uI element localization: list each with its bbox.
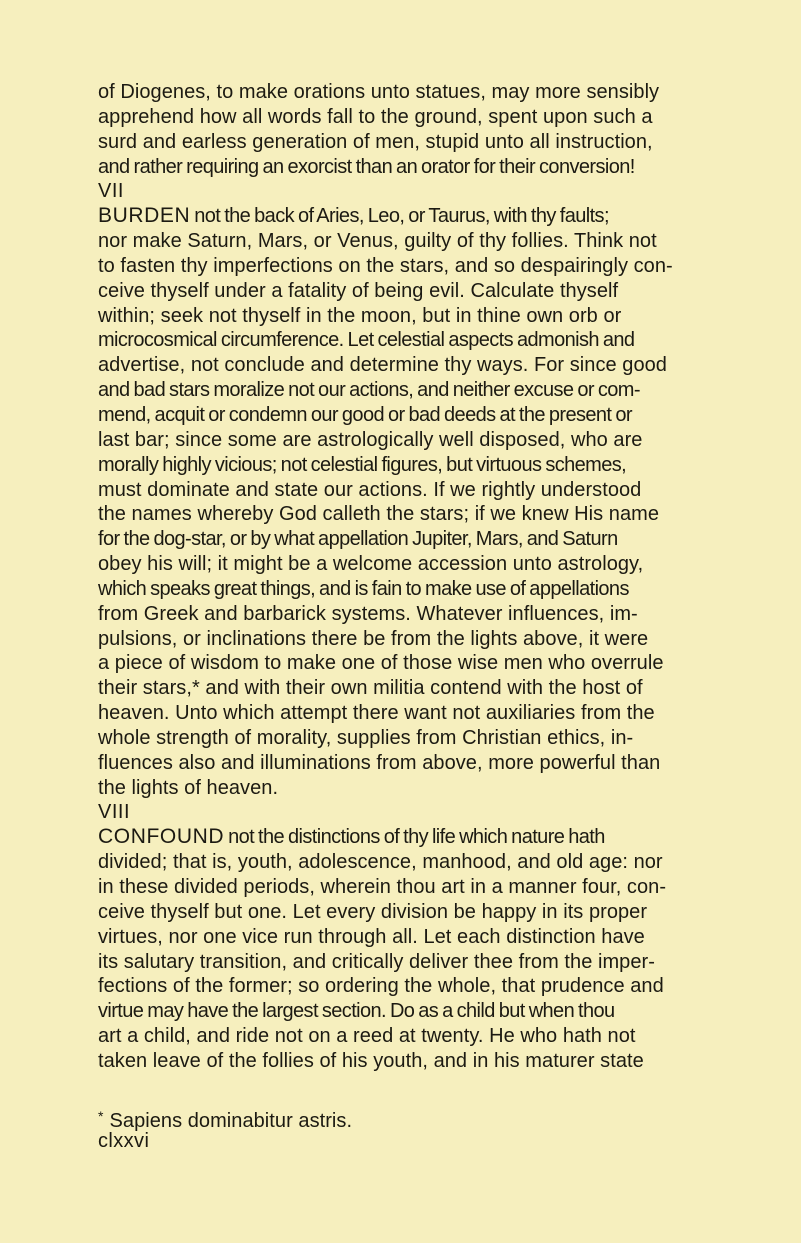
section-first-line (98, 825, 788, 850)
text-line: microcosmical circumference. Let celestial aspects admonish and (98, 329, 635, 352)
text-line: and bad stars moralize not our actions, and neither excuse or com- (98, 379, 640, 402)
text-line: fluences also and illuminations from above, more powerful than (98, 751, 661, 774)
text-line: ceive thyself but one. Let every division be happy in its proper (98, 900, 648, 923)
text-line: heaven. Unto which attempt there want not auxiliaries from the (98, 702, 655, 725)
text-line: its salutary transition, and critically deliver thee from the imper- (98, 950, 655, 973)
page-number: clxxvi (98, 1130, 150, 1152)
footnote-marker: * (98, 1108, 104, 1124)
footnote-text: Sapiens dominabitur astris. (109, 1110, 353, 1132)
section-first-line-rest: not the back of Aries, Leo, or Taurus, with thy faults; (190, 205, 609, 228)
text-line: the lights of heaven. (98, 776, 279, 799)
page-text-block (98, 80, 788, 1074)
footnote-line (98, 1104, 788, 1134)
text-line: nor make Saturn, Mars, or Venus, guilty of thy follies. Think not (98, 230, 657, 253)
footnote (98, 1104, 788, 1134)
section-lead-word: CONFOUND (98, 825, 225, 849)
text-line: to fasten thy imperfections on the stars, and so despairingly con- (98, 254, 673, 277)
text-line: the names whereby God calleth the stars; if we knew His name (98, 503, 660, 526)
text-line: within; seek not thyself in the moon, but in thine own orb or (98, 304, 622, 327)
section-numeral-viii: VIII (98, 801, 131, 824)
text-line: a piece of wisdom to make one of those wise men who overrule (98, 652, 664, 675)
text-line: apprehend how all words fall to the ground, spent upon such a (98, 105, 653, 128)
text-line: mend, acquit or condemn our good or bad deeds at the present or (98, 403, 632, 426)
text-line: surd and earless generation of men, stupid unto all instruction, (98, 130, 653, 153)
text-line: virtues, nor one vice run through all. Let each distinction have (98, 925, 645, 948)
text-line: must dominate and state our actions. If we rightly understood (98, 478, 642, 501)
section-first-line-rest: not the distinctions of thy life which nature hath (224, 826, 605, 849)
text-line: which speaks great things, and is fain to make use of appellations (98, 577, 629, 600)
text-line: ceive thyself under a fatality of being evil. Calculate thyself (98, 279, 619, 302)
text-line: fections of the former; so ordering the whole, that prudence and (98, 975, 664, 998)
text-line: in these divided periods, wherein thou art in a manner four, con- (98, 876, 667, 898)
section-numeral-vii: VII (98, 180, 124, 203)
text-line: taken leave of the follies of his youth, and in his maturer state (98, 1049, 644, 1072)
text-line: virtue may have the largest section. Do as a child but when thou (98, 1000, 615, 1023)
text-line: last bar; since some are astrologically well disposed, who are (98, 428, 643, 451)
section-lead-word: BURDEN (98, 204, 191, 228)
text-line: pulsions, or inclinations there be from the lights above, it were (98, 627, 649, 650)
section-first-line (98, 204, 788, 229)
text-line: whole strength of morality, supplies from Christian ethics, in- (98, 726, 634, 749)
text-line: morally highly vicious; not celestial figures, but virtuous schemes, (98, 453, 627, 476)
text-line: for the dog-star, or by what appellation Jupiter, Mars, and Saturn (98, 528, 618, 551)
text-line: and rather requiring an exorcist than an orator for their conversion! (98, 155, 635, 178)
text-line: art a child, and ride not on a reed at twenty. He who hath not (98, 1025, 636, 1048)
text-line: of Diogenes, to make orations unto statues, may more sensibly (98, 81, 660, 103)
text-line: divided; that is, youth, adolescence, manhood, and old age: nor (98, 851, 663, 874)
text-line: their stars,* and with their own militia contend with the host of (98, 677, 643, 700)
text-line: from Greek and barbarick systems. Whatever influences, im- (98, 602, 638, 625)
text-line: obey his will; it might be a welcome accession unto astrology, (98, 553, 644, 576)
text-line: advertise, not conclude and determine thy ways. For since good (98, 354, 667, 377)
